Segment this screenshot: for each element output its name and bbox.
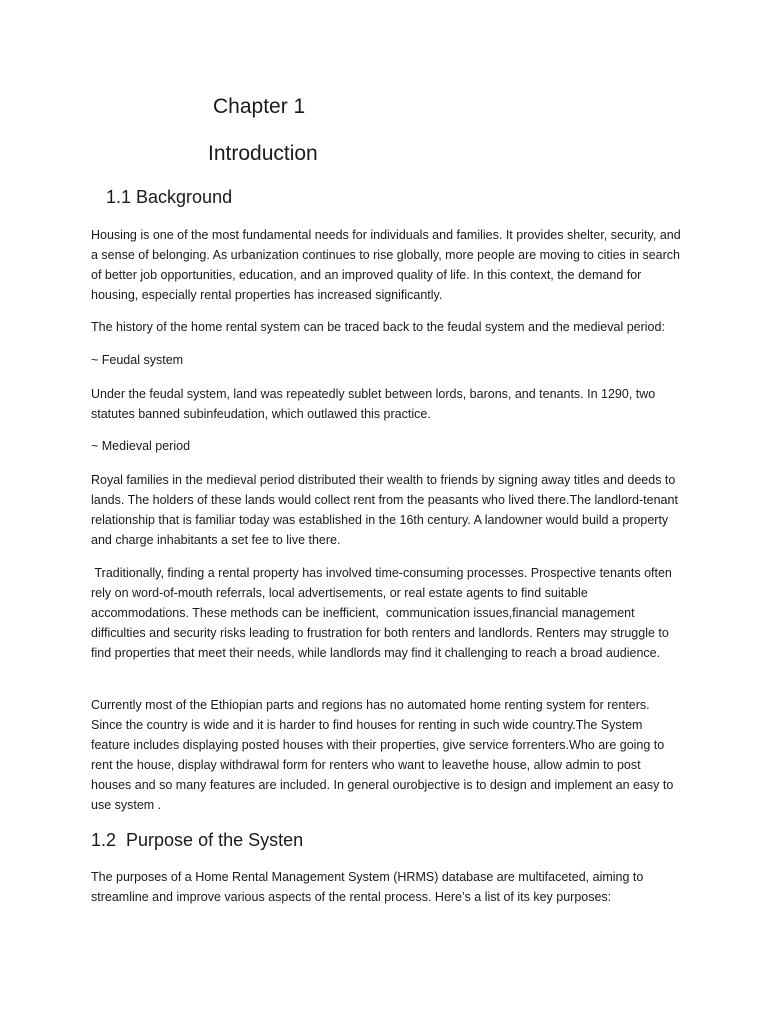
paragraph-ethiopia-context: Currently most of the Ethiopian parts and regions has no automated home renting system for renters. Since the country is wide and it is harder to find houses for renting in such wide country.The System feature includes displaying posted houses with their properties, give service forrenters.Who are going to rent the house, display withdrawal form for renters who want to leavethe house, allow admin to post houses and so many features are included. In general ourobjective is to design and implement an easy to use system . xyxy=(91,698,674,812)
chapter-title: Chapter 1 xyxy=(213,95,306,118)
paragraph-feudal-system: Under the feudal system, land was repeatedly sublet between lords, barons, and tenants. In 1290, two statutes banned subinfeudation, which outlawed this practice. xyxy=(91,387,656,421)
section-heading-purpose: 1.2 Purpose of the Systen xyxy=(91,830,304,850)
list-item-medieval-period: ~ Medieval period xyxy=(91,439,191,453)
list-item-feudal-system: ~ Feudal system xyxy=(91,353,184,367)
paragraph-medieval-period: Royal families in the medieval period distributed their wealth to friends by signing away titles and deeds to lands. The holders of these lands would collect rent from the peasants who lived there.The landlord-tenant relationship that is familiar today was established in the 16th century. A landowner would build a property and charge inhabitants a set fee to live there. xyxy=(91,473,678,547)
paragraph-history-intro: The history of the home rental system can be traced back to the feudal system and the medieval period: xyxy=(91,320,665,334)
paragraph-traditional-rental: Traditionally, finding a rental property has involved time-consuming processes. Prospective tenants often rely on word-of-mouth referrals, local advertisements, or real estate agents to find suitable accommodations. These methods can be inefficient, communication issues,financial management difficulties and security risks leading to frustration for both renters and landlords. Renters may struggle to find properties that meet their needs, while landlords may find it challenging to reach a broad audience. xyxy=(91,566,676,660)
paragraph-housing-needs: Housing is one of the most fundamental needs for individuals and families. It provides shelter, security, and a sense of belonging. As urbanization continues to rise globally, more people are moving to cities in search of better job opportunities, education, and an improved quality of life. In this context, the demand for housing, especially rental properties has increased significantly. xyxy=(91,228,681,302)
section-heading-background: 1.1 Background xyxy=(106,187,233,207)
chapter-subtitle: Introduction xyxy=(208,142,318,165)
paragraph-purpose-intro: The purposes of a Home Rental Management System (HRMS) database are multifaceted, aiming to streamline and improve various aspects of the rental process. Here’s a list of its key purposes: xyxy=(91,870,644,904)
